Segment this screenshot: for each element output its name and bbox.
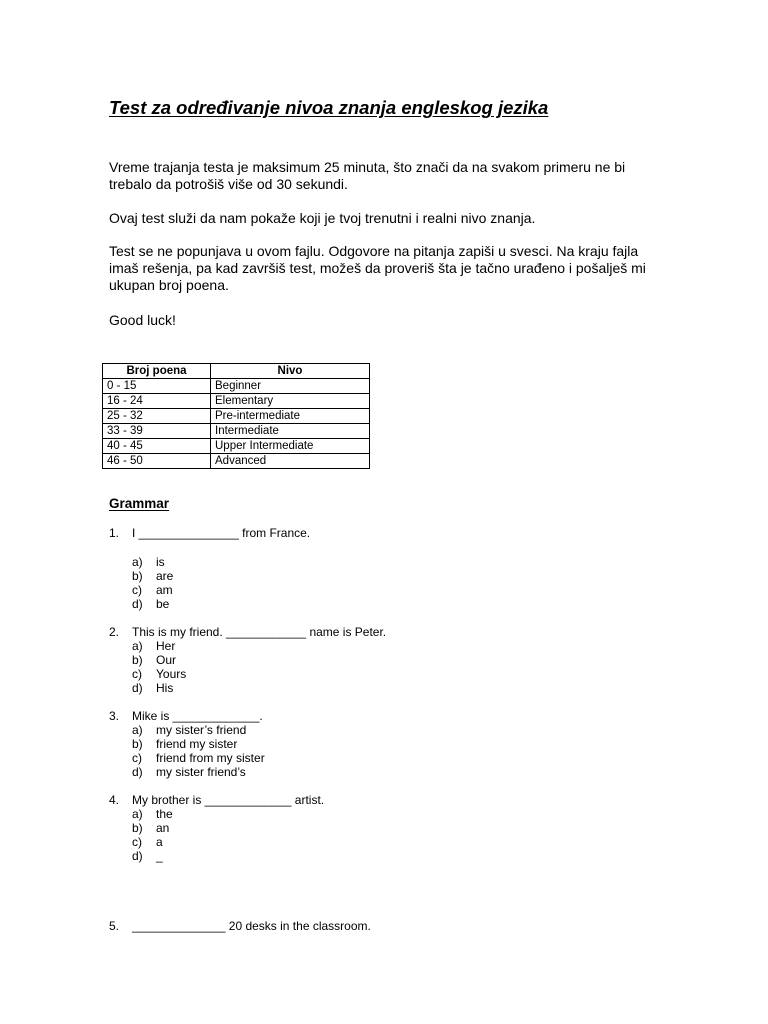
question-number: 3.: [109, 709, 120, 723]
option-letter: c): [132, 667, 142, 681]
option-text: friend from my sister: [156, 751, 265, 765]
option-text: _: [156, 849, 163, 863]
option-text: Our: [156, 653, 177, 667]
option-text: my sister friend’s: [156, 765, 246, 779]
table-cell-points: 40 - 45: [103, 439, 211, 454]
question-5: [109, 919, 371, 933]
question-2: [109, 625, 386, 639]
question-text: My brother is _____________ artist.: [132, 793, 325, 807]
question-3: [109, 709, 263, 723]
option-text: am: [156, 583, 173, 597]
question-text: ______________ 20 desks in the classroom.: [132, 919, 371, 933]
section-title-grammar: Grammar: [109, 496, 170, 511]
table-cell-points: 25 - 32: [103, 409, 211, 424]
option-text: Her: [156, 639, 176, 653]
table-header-points: Broj poena: [103, 364, 211, 379]
option-letter: d): [132, 597, 143, 611]
option-letter: a): [132, 639, 143, 653]
table-cell-points: 46 - 50: [103, 454, 211, 469]
option-item: [132, 765, 265, 779]
intro-paragraph-purpose: Ovaj test služi da nam pokaže koji je tvoj trenutni i realni nivo znanja.: [109, 210, 536, 226]
table-header-level: Nivo: [211, 364, 370, 379]
option-letter: b): [132, 653, 143, 667]
question-4: [109, 793, 324, 807]
table-cell-level: Upper Intermediate: [211, 439, 370, 454]
option-letter: a): [132, 723, 143, 737]
question-3-options: [132, 723, 265, 779]
option-text: be: [156, 597, 170, 611]
option-text: a: [156, 835, 163, 849]
table-cell-level: Beginner: [211, 379, 370, 394]
option-text: friend my sister: [156, 737, 238, 751]
question-number: 5.: [109, 919, 120, 933]
table-row: [103, 439, 370, 454]
option-item: [132, 667, 186, 681]
option-item: [132, 821, 173, 835]
question-4-options: [132, 807, 173, 863]
document-title: Test za određivanje nivoa znanja engleskog jezika: [109, 97, 549, 118]
question-number: 2.: [109, 625, 120, 639]
option-text: my sister’s friend: [156, 723, 247, 737]
option-text: is: [156, 555, 165, 569]
table-row: [103, 424, 370, 439]
option-item: [132, 583, 173, 597]
table-cell-points: 16 - 24: [103, 394, 211, 409]
score-level-table: [102, 363, 370, 469]
table-cell-level: Intermediate: [211, 424, 370, 439]
option-letter: d): [132, 849, 143, 863]
option-letter: b): [132, 821, 143, 835]
table-header-row: [103, 364, 370, 379]
option-item: [132, 555, 173, 569]
option-item: [132, 653, 186, 667]
table-cell-points: 0 - 15: [103, 379, 211, 394]
table-cell-points: 33 - 39: [103, 424, 211, 439]
option-text: an: [156, 821, 170, 835]
option-item: [132, 639, 186, 653]
option-text: the: [156, 807, 173, 821]
question-text: Mike is _____________.: [132, 709, 263, 723]
option-item: [132, 597, 173, 611]
question-number: 4.: [109, 793, 120, 807]
option-item: [132, 751, 265, 765]
option-item: [132, 723, 265, 737]
table-row: [103, 394, 370, 409]
table-cell-level: Elementary: [211, 394, 370, 409]
intro-paragraph-good-luck: Good luck!: [109, 312, 176, 328]
option-item: [132, 681, 186, 695]
option-letter: a): [132, 555, 143, 569]
table-row: [103, 379, 370, 394]
option-letter: d): [132, 681, 143, 695]
option-item: [132, 737, 265, 751]
question-2-options: [132, 639, 186, 695]
intro-paragraph-duration: Vreme trajanja testa je maksimum 25 minuta, što znači da na svakom primeru ne bi trebalo da potrošiš više od 30 sekundi.: [109, 159, 626, 192]
question-number: 1.: [109, 526, 120, 540]
question-text: I _______________ from France.: [132, 526, 311, 540]
option-letter: b): [132, 737, 143, 751]
table-cell-level: Advanced: [211, 454, 370, 469]
option-item: [132, 849, 173, 863]
intro-paragraph-instructions: Test se ne popunjava u ovom fajlu. Odgovore na pitanja zapiši u svesci. Na kraju fajla imaš rešenja, pa kad završiš test, možeš da proveriš šta je tačno urađeno i pošalješ mi ukupan broj poena.: [109, 243, 646, 293]
option-item: [132, 807, 173, 821]
table-row: [103, 409, 370, 424]
question-1: [109, 526, 310, 540]
option-letter: c): [132, 751, 142, 765]
option-letter: c): [132, 835, 142, 849]
option-letter: c): [132, 583, 142, 597]
option-letter: d): [132, 765, 143, 779]
option-letter: b): [132, 569, 143, 583]
option-item: [132, 569, 173, 583]
table-cell-level: Pre-intermediate: [211, 409, 370, 424]
option-letter: a): [132, 807, 143, 821]
option-text: are: [156, 569, 174, 583]
question-text: This is my friend. ____________ name is Peter.: [132, 625, 387, 639]
option-text: His: [156, 681, 174, 695]
option-item: [132, 835, 173, 849]
question-1-options: [132, 555, 173, 611]
table-row: [103, 454, 370, 469]
option-text: Yours: [156, 667, 187, 681]
